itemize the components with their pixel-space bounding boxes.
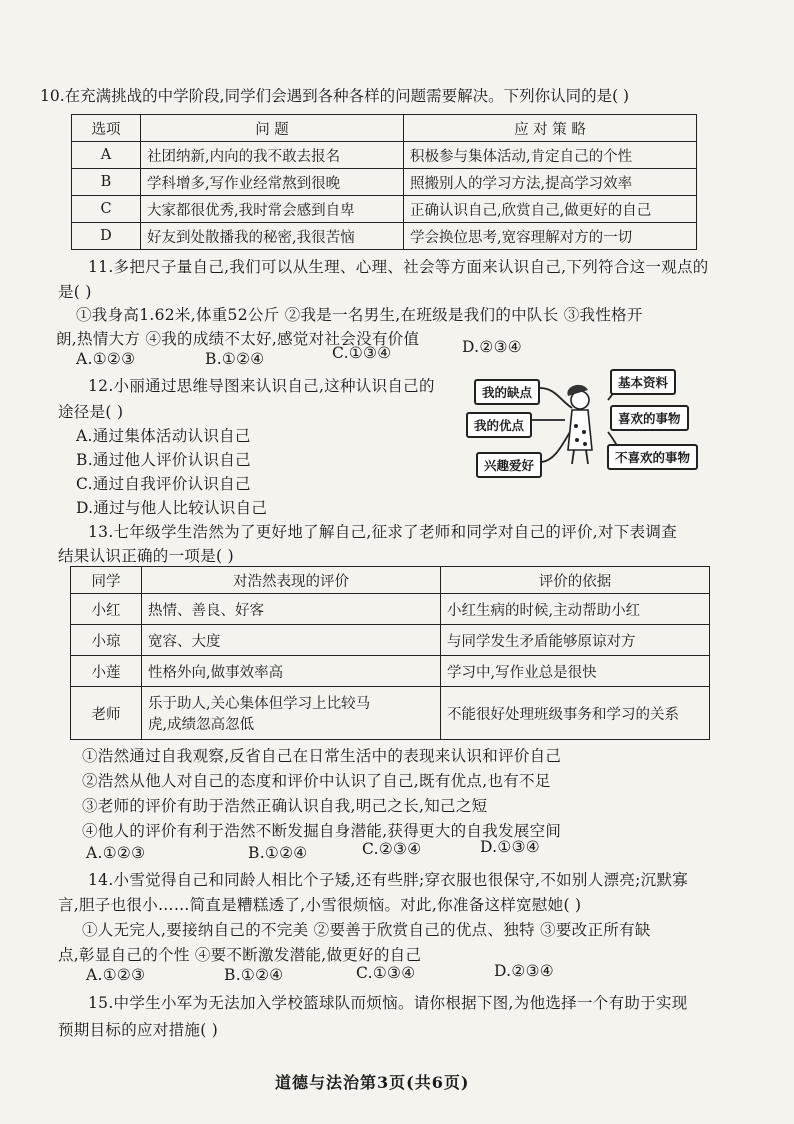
q13-option-d[interactable]: D.①③④ [480, 838, 540, 856]
q14-statement-2: 点,彰显自己的个性 ④要不断激发潜能,做更好的自己 [58, 946, 422, 964]
mind-node-weakness: 我的缺点 [474, 379, 540, 405]
q11-option-b[interactable]: B.①②④ [205, 350, 265, 368]
table-row [71, 656, 710, 687]
q13-option-c[interactable]: C.②③④ [362, 840, 422, 858]
mind-node-dislikes: 不喜欢的事物 [607, 444, 698, 470]
q11-stem: 11.多把尺子量自己,我们可以从生理、心理、社会等方面来认识自己,下列符合这一观点的 [88, 258, 709, 276]
table-row [72, 169, 697, 196]
q12-option-c[interactable]: C.通过自我评价认识自己 [76, 475, 251, 493]
table-header: 问 题 [141, 115, 404, 142]
mind-node-profile: 基本资料 [610, 369, 676, 395]
table-cell: 正确认识自己,欣赏自己,做更好的自己 [404, 196, 697, 223]
q14-option-d[interactable]: D.②③④ [494, 962, 554, 980]
q10-stem: 10.在充满挑战的中学阶段,同学们会遇到各种各样的问题需要解决。下列你认同的是( ) [40, 87, 630, 105]
table-row [72, 115, 697, 142]
table-row [72, 223, 697, 250]
table-header: 对浩然表现的评价 [142, 567, 441, 594]
table-cell: 社团纳新,内向的我不敢去报名 [141, 142, 404, 169]
table-cell: 学科增多,写作业经常熬到很晚 [141, 169, 404, 196]
q11-option-d[interactable]: D.②③④ [462, 338, 522, 356]
table-cell: 不能很好处理班级事务和学习的关系 [441, 687, 710, 740]
q13-statement-2: ②浩然从他人对自己的态度和评价中认识了自己,既有优点,也有不足 [82, 772, 551, 790]
q12-option-b[interactable]: B.通过他人评价认识自己 [76, 451, 251, 469]
table-cell: 性格外向,做事效率高 [142, 656, 441, 687]
table-cell: B [72, 169, 141, 196]
table-cell: 小琼 [71, 625, 142, 656]
q11-option-c[interactable]: C.①③④ [332, 344, 392, 362]
table-row [71, 687, 710, 740]
table-cell: 小红生病的时候,主动帮助小红 [441, 594, 710, 625]
table-cell: 大家都很优秀,我时常会感到自卑 [141, 196, 404, 223]
table-header: 选项 [72, 115, 141, 142]
table-cell: 小红 [71, 594, 142, 625]
table-cell: 学习中,写作业总是很快 [441, 656, 710, 687]
q13-table [70, 566, 710, 740]
q12-option-a[interactable]: A.通过集体活动认识自己 [76, 427, 251, 445]
q15-stem-cont: 预期目标的应对措施( ) [58, 1021, 219, 1039]
table-cell: 积极参与集体活动,肯定自己的个性 [404, 142, 697, 169]
mind-node-likes: 喜欢的事物 [610, 405, 689, 431]
q13-option-b[interactable]: B.①②④ [248, 844, 308, 862]
q15-stem: 15.中学生小军为无法加入学校篮球队而烦恼。请你根据下图,为他选择一个有助于实现 [88, 994, 688, 1012]
q14-option-a[interactable]: A.①②③ [86, 966, 146, 984]
table-row [71, 567, 710, 594]
table-row [71, 594, 710, 625]
table-cell: 学会换位思考,宽容理解对方的一切 [404, 223, 697, 250]
q13-statement-1: ①浩然通过自我观察,反省自己在日常生活中的表现来认识和评价自己 [82, 747, 562, 765]
table-cell: 老师 [71, 687, 142, 740]
q14-option-b[interactable]: B.①②④ [224, 966, 284, 984]
q13-statement-4: ④他人的评价有利于浩然不断发掘自身潜能,获得更大的自我发展空间 [82, 822, 562, 840]
table-header: 同学 [71, 567, 142, 594]
girl-figure-icon [567, 385, 592, 464]
q11-statement-2: 朗,热情大方 ④我的成绩不太好,感觉对社会没有价值 [56, 330, 420, 348]
q13-stem: 13.七年级学生浩然为了更好地了解自己,征求了老师和同学对自己的评价,对下表调查 [88, 523, 678, 541]
table-cell: 照搬别人的学习方法,提高学习效率 [404, 169, 697, 196]
table-row [71, 625, 710, 656]
q11-statement-1: ①我身高1.62米,体重52公斤 ②我是一名男生,在班级是我们的中队长 ③我性格开 [76, 306, 643, 324]
table-cell: 宽容、大度 [142, 625, 441, 656]
table-cell: C [72, 196, 141, 223]
q13-stem-cont: 结果认识正确的一项是( ) [58, 547, 234, 565]
table-cell: 小莲 [71, 656, 142, 687]
teacher-eval-line-1: 乐于助人,关心集体但学习上比较马 [148, 696, 371, 712]
q10-table [71, 114, 697, 250]
table-cell: 好友到处散播我的秘密,我很苦恼 [141, 223, 404, 250]
table-row [72, 142, 697, 169]
table-cell: 热情、善良、好客 [142, 594, 441, 625]
mind-node-strength: 我的优点 [466, 412, 532, 438]
q12-stem-cont: 途径是( ) [58, 403, 124, 421]
table-row [72, 196, 697, 223]
mind-node-hobby: 兴趣爱好 [476, 452, 542, 478]
table-cell: A [72, 142, 141, 169]
table-header: 应 对 策 略 [404, 115, 697, 142]
q14-stem-cont: 言,胆子也很小……简直是糟糕透了,小雪很烦恼。对此,你准备这样宽慰她( ) [58, 896, 582, 914]
q13-statement-3: ③老师的评价有助于浩然正确认识自我,明己之长,知己之短 [82, 797, 488, 815]
table-header: 评价的依据 [441, 567, 710, 594]
table-cell: D [72, 223, 141, 250]
q12-stem: 12.小丽通过思维导图来认识自己,这种认识自己的 [88, 377, 435, 395]
q12-option-d[interactable]: D.通过与他人比较认识自己 [76, 499, 268, 517]
teacher-eval-line-2: 虎,成绩忽高忽低 [148, 717, 255, 733]
q11-stem-cont: 是( ) [58, 283, 92, 301]
table-cell [142, 687, 441, 740]
table-cell: 与同学发生矛盾能够原谅对方 [441, 625, 710, 656]
q14-option-c[interactable]: C.①③④ [356, 964, 416, 982]
q11-option-a[interactable]: A.①②③ [76, 350, 136, 368]
q13-option-a[interactable]: A.①②③ [86, 844, 146, 862]
q14-stem: 14.小雪觉得自己和同龄人相比个子矮,还有些胖;穿衣服也很保守,不如别人漂亮;沉默寡 [88, 871, 689, 889]
q14-statement-1: ①人无完人,要接纳自己的不完美 ②要善于欣赏自己的优点、独特 ③要改正所有缺 [82, 921, 651, 939]
page-footer: 道德与法治第3页(共6页) [275, 1073, 470, 1092]
